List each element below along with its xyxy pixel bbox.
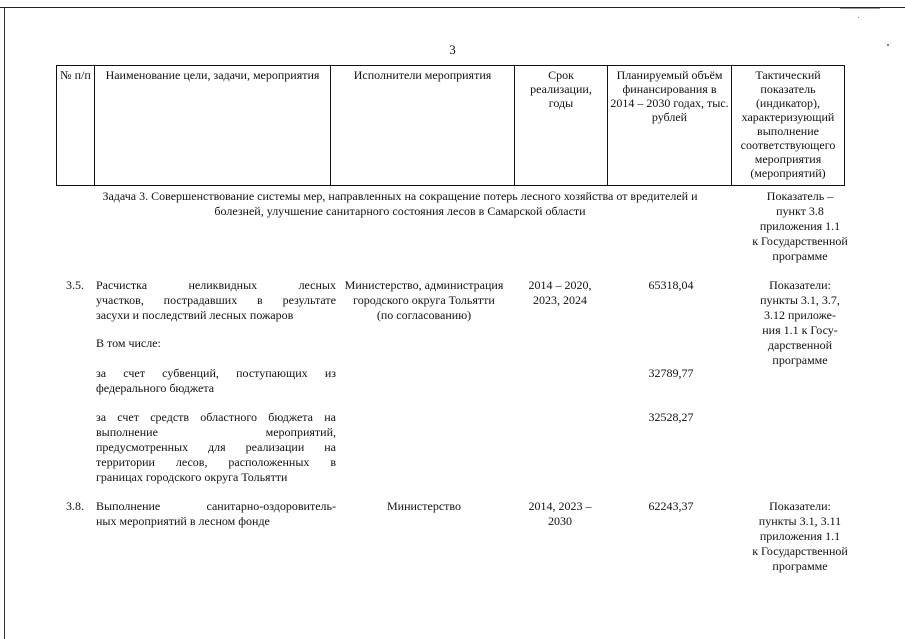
indicator-line: Показатели:: [769, 278, 831, 292]
indicator-line: приложения 1.1: [759, 219, 841, 233]
row-name-line: засухи и последствий лесных пожаров: [96, 308, 294, 322]
sub-label: В том числе:: [96, 336, 161, 350]
task-title-line-2: болезней, улучшение санитарного состояния лесов в Самарской области: [214, 204, 586, 218]
row-name-line: Выполнение санитарно-оздоровитель-: [96, 499, 336, 513]
row-volume: 62243,37: [648, 499, 694, 513]
row-executor-line: Министерство: [387, 499, 461, 513]
indicator-line: программе: [772, 249, 828, 263]
row-number: 3.5.: [66, 278, 84, 292]
indicator-line: приложения 1.1: [759, 529, 841, 543]
indicator-line: пункты 3.1, 3.7,: [760, 293, 840, 307]
row-volume: 65318,04: [648, 278, 694, 292]
header-table: [56, 65, 845, 186]
scan-speck: [887, 44, 889, 46]
indicator-line: пункт 3.8: [776, 204, 824, 218]
indicator-line: программе: [772, 559, 828, 573]
indicator-line: к Государственной: [752, 234, 848, 248]
header-name: Наименование цели, задачи, мероприятия: [95, 66, 331, 186]
task-indicator: [736, 189, 864, 264]
indicator-line: ния 1.1 к Госу-: [762, 323, 838, 337]
row-name-line: ных мероприятий в лесном фонде: [96, 514, 270, 528]
scan-speck: [840, 8, 880, 9]
indicator-line: дарственной: [767, 338, 833, 352]
row-name-line: Расчистка неликвидных лесных: [96, 278, 336, 292]
header-num: № п/п: [57, 66, 95, 186]
row-executor-line: городского округа Тольятти: [353, 293, 495, 307]
header-executors: Исполнители мероприятия: [331, 66, 515, 186]
header-term: Срок реализации, годы: [515, 66, 608, 186]
row-term-line: 2030: [548, 514, 572, 528]
row-indicator: [736, 499, 864, 574]
row-volume: 32528,27: [648, 410, 694, 424]
row-term-line: 2023, 2024: [533, 293, 587, 307]
row-executor-line: Министерство, администрация: [344, 278, 504, 292]
page-edge-left: [4, 7, 5, 639]
row-executor-line: (по согласованию): [376, 308, 472, 322]
row-volume: 32789,77: [648, 366, 694, 380]
indicator-line: программе: [772, 353, 828, 367]
indicator-line: 3.12 приложе-: [764, 308, 836, 322]
row-name-line: выполнение мероприятий,: [96, 425, 336, 439]
row-name-line: территории лесов, расположенных в: [96, 455, 336, 469]
indicator-line: Показатель –: [766, 189, 834, 203]
row-indicator: [736, 278, 864, 368]
row-number: 3.8.: [66, 499, 84, 513]
indicator-line: к Государственной: [752, 544, 848, 558]
indicator-line: Показатели:: [769, 499, 831, 513]
header-volume: Планируемый объём финансирования в 2014 – 2030 годах, тыс. рублей: [608, 66, 732, 186]
scan-speck: [858, 17, 859, 18]
page-number: 3: [449, 42, 456, 57]
row-name-line: предусмотренных для реализации на: [96, 440, 336, 454]
row-term-line: 2014, 2023 –: [528, 499, 592, 513]
row-name-line: границах городского округа Тольятти: [96, 470, 288, 484]
row-name-line: за счет средств областного бюджета на: [96, 410, 336, 424]
row-name-line: за счет субвенций, поступающих из: [96, 366, 336, 380]
row-term-line: 2014 – 2020,: [528, 278, 592, 292]
task-title-line-1: Задача 3. Совершенствование системы мер, направленных на сокращение потерь лесного хозяйства от вредителей и: [102, 189, 698, 203]
indicator-line: пункты 3.1, 3.11: [758, 514, 842, 528]
row-name-line: участков, пострадавших в результате: [96, 293, 336, 307]
row-name-line: федерального бюджета: [96, 381, 215, 395]
header-indicator: Тактический показатель (индикатор), характеризующий выполнение соответствующего мероприятия (мероприятий): [732, 66, 845, 186]
page-edge-top: [0, 7, 905, 8]
